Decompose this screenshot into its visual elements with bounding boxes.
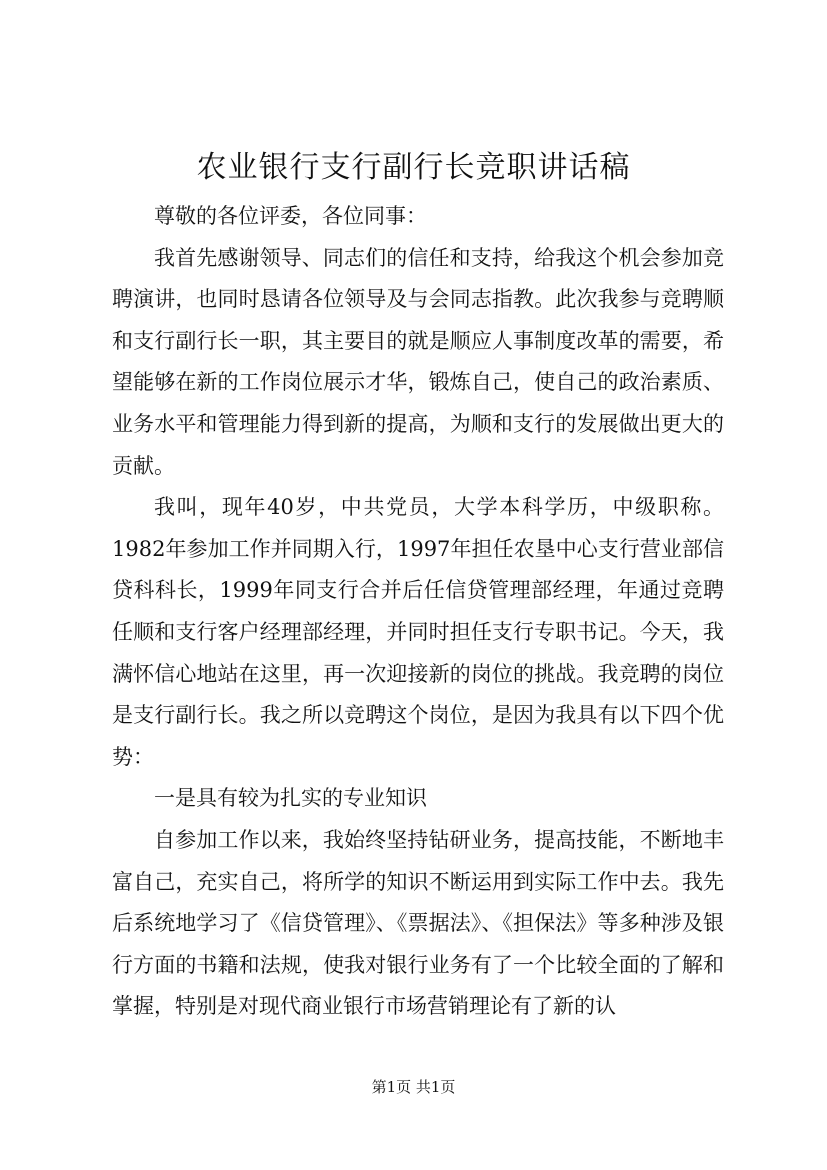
body-paragraph: 我叫，现年40岁，中共党员，大学本科学历，中级职称。1982年参加工作并同期入行，1997年担任农垦中心支行营业部信贷科科长，1999年同支行合并后任信贷管理部经理，年通过竞聘任顺和支行客户经理部经理，并同时担任支行专职书记。今天，我满怀信心地站在这里，再一次迎接新的岗位的挑战。我竞聘的岗位是支行副行长。我之所以竞聘这个岗位，是因为我具有以下四个优势： — [112, 495, 724, 769]
body-paragraph: 自参加工作以来，我始终坚持钻研业务，提高技能，不断地丰富自己，充实自己，将所学的知识不断运用到实际工作中去。我先后系统地学习了《信贷管理》、《票据法》、《担保法》等多种涉及银行方面的书籍和法规，使我对银行业务有了一个比较全面的了解和掌握，特别是对现代商业银行市场营销理论有了新的认 — [112, 827, 724, 1019]
page-number-footer: 第1页 共1页 — [371, 1078, 456, 1096]
salutation-paragraph: 尊敬的各位评委，各位同事： — [154, 204, 427, 228]
section-heading: 一是具有较为扎实的专业知识 — [154, 786, 427, 811]
document-title: 农业银行支行副行长竞职讲话稿 — [196, 150, 631, 185]
document-body — [112, 196, 724, 1028]
body-paragraph: 我首先感谢领导、同志们的信任和支持，给我这个机会参加竞聘演讲，也同时恳请各位领导及与会同志指教。此次我参与竞聘顺和支行副行长一职，其主要目的就是顺应人事制度改革的需要，希望能够在新的工作岗位展示才华，锻炼自己，使自己的政治素质、业务水平和管理能力得到新的提高，为顺和支行的发展做出更大的贡献。 — [112, 245, 724, 478]
